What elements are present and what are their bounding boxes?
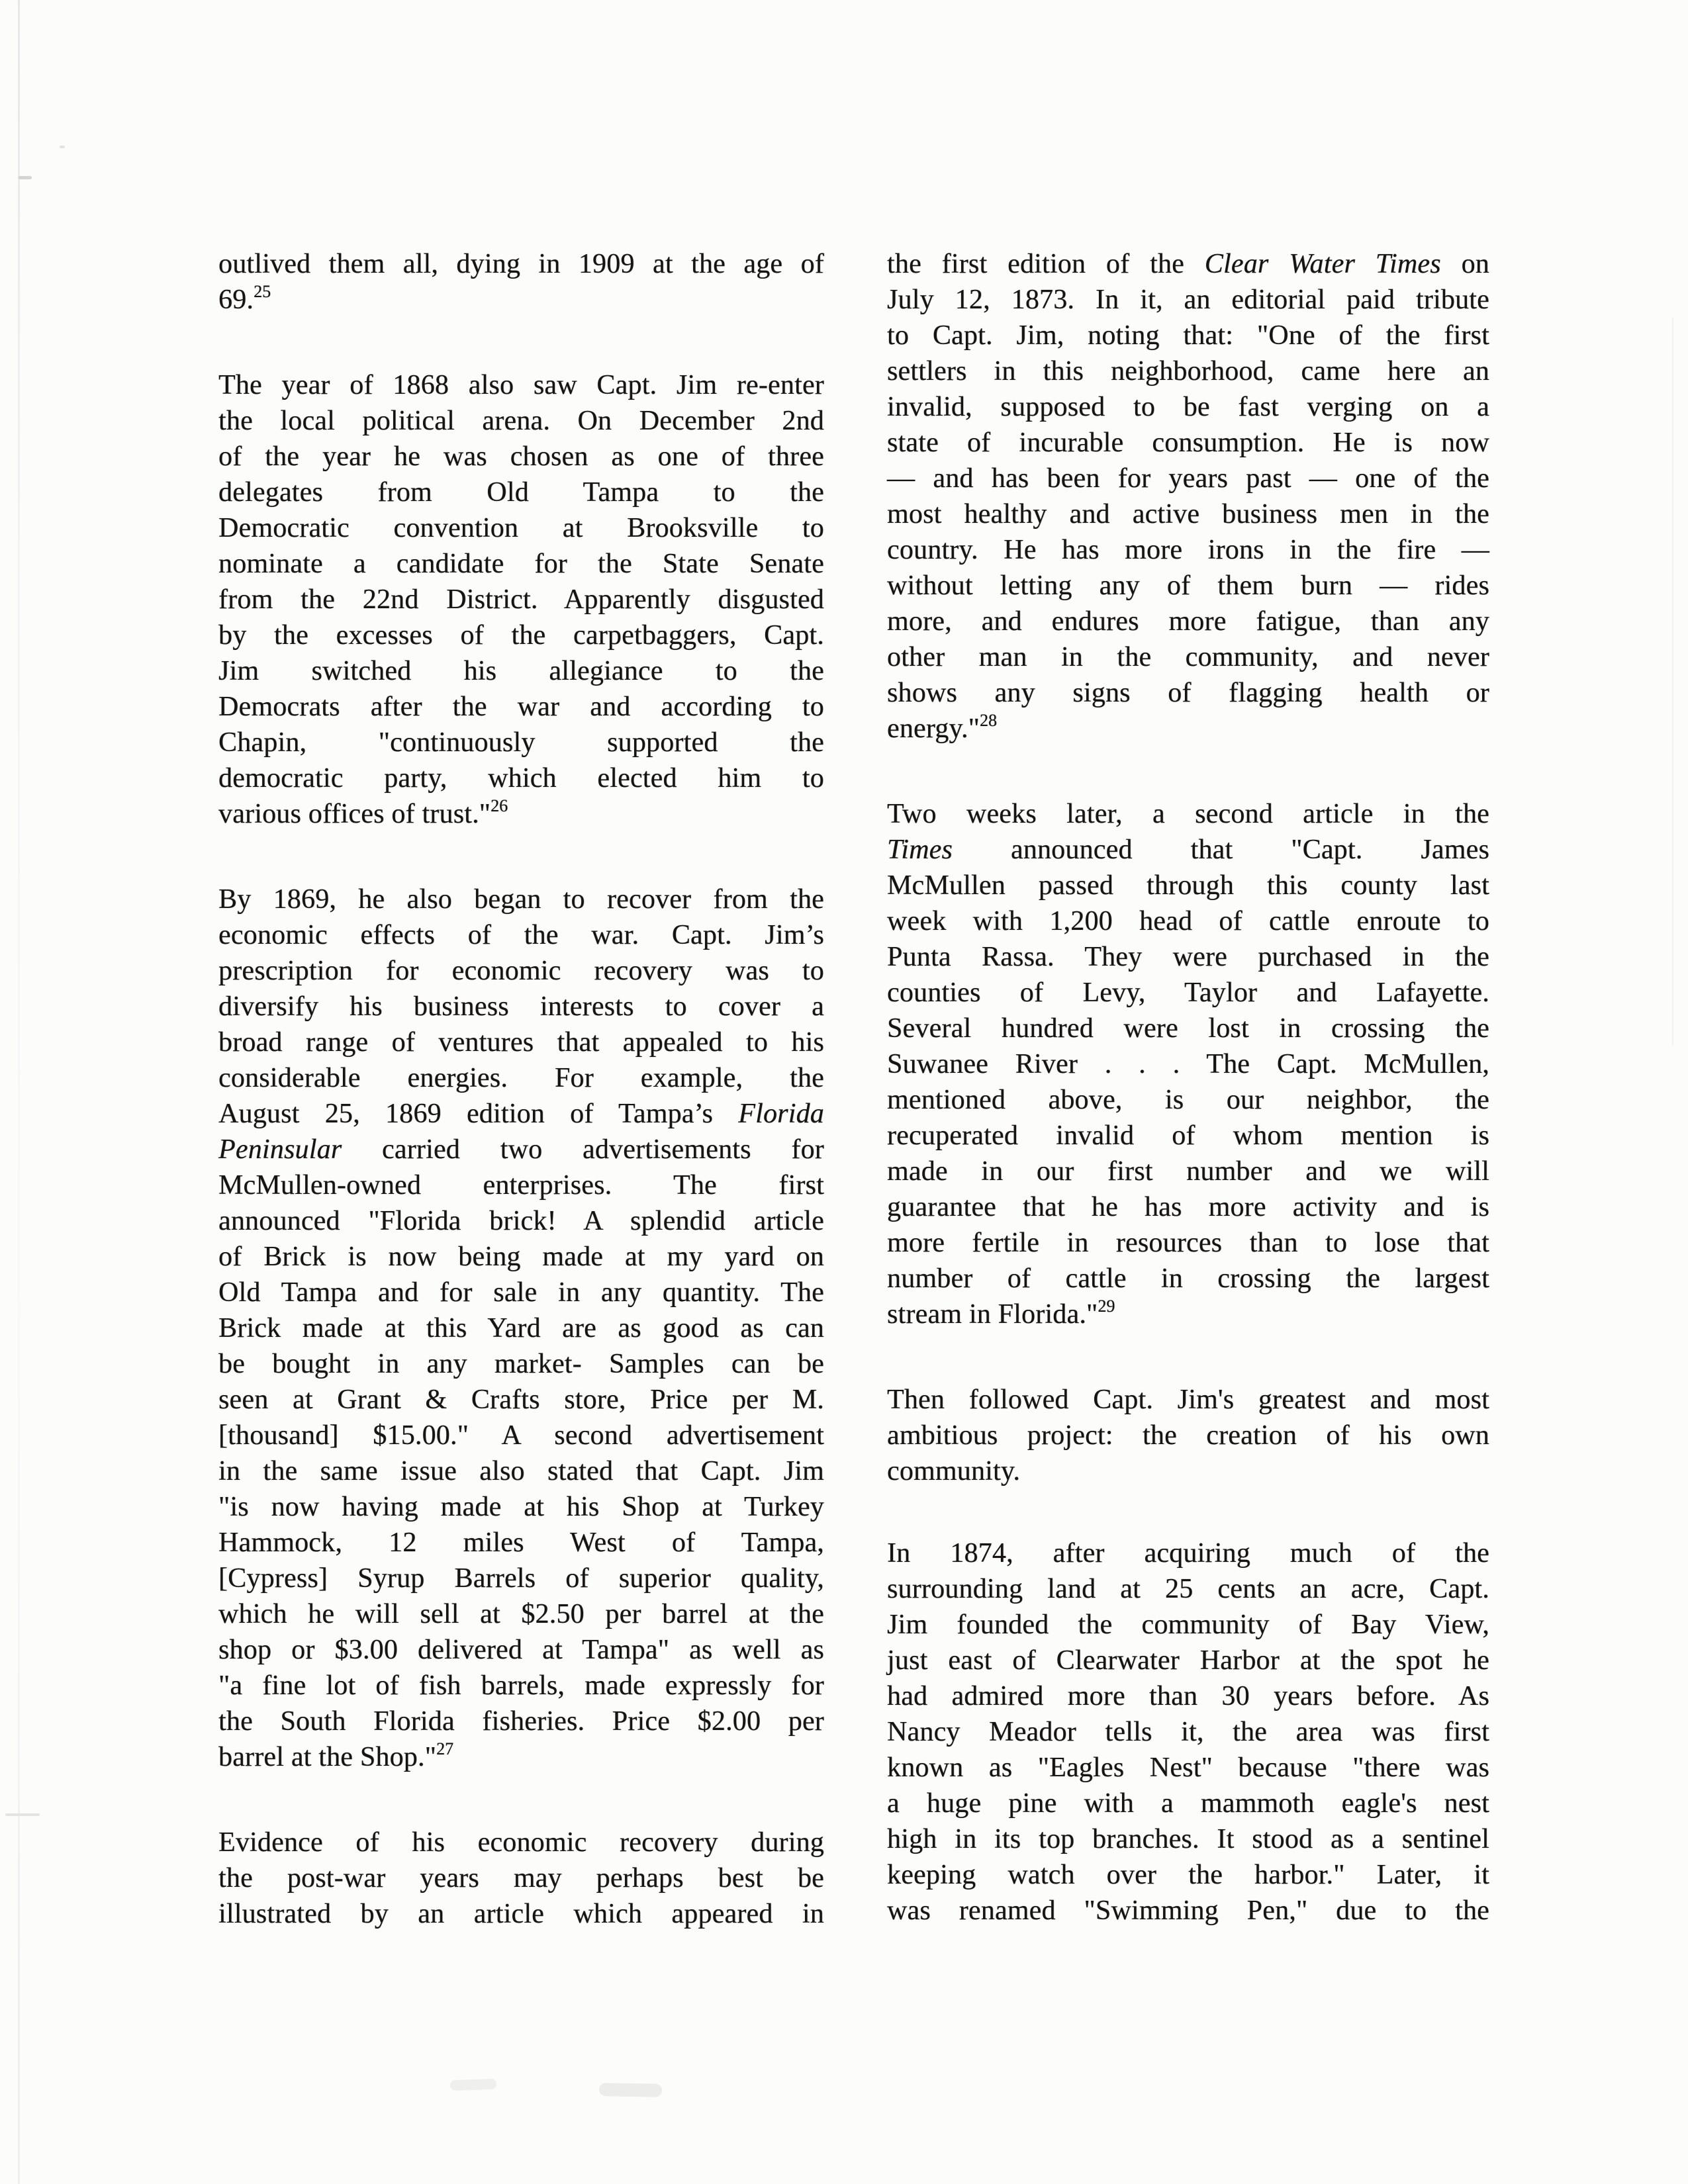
text-segment: most healthy and active business men in the: [887, 499, 1489, 529]
text-line: [218, 1239, 824, 1275]
text-line: [218, 1418, 824, 1453]
text-segment: Jim founded the community of Bay View,: [887, 1610, 1489, 1640]
text-line: [887, 1011, 1489, 1046]
text-segment: diversify his business interests to cover a: [218, 991, 824, 1022]
text-line: [887, 1714, 1489, 1750]
text-line: [218, 439, 824, 475]
text-segment: [Cypress] Syrup Barrels of superior quality,: [218, 1563, 824, 1594]
text-segment: surrounding land at 25 cents an acre, Capt.: [887, 1574, 1489, 1604]
text-line: [887, 1154, 1489, 1189]
scan-artifact-smudge: [599, 2083, 662, 2097]
text-segment: carried two advertisements for: [342, 1134, 824, 1165]
text-segment: McMullen-owned enterprises. The first: [218, 1170, 824, 1201]
text-line: [887, 1418, 1489, 1453]
text-segment: week with 1,200 head of cattle enroute to: [887, 906, 1489, 936]
paragraph: [218, 882, 824, 1778]
text-segment: Democratic convention at Brooksville to: [218, 513, 824, 543]
text-line: [218, 882, 824, 917]
text-line: [887, 1750, 1489, 1786]
text-segment: Punta Rassa. They were purchased in the: [887, 942, 1489, 972]
text-segment: outlived them all, dying in 1909 at the age of: [218, 249, 824, 279]
text-segment: Two weeks later, a second article in the: [887, 799, 1489, 829]
paragraph: [887, 1382, 1489, 1489]
text-line: [887, 1046, 1489, 1082]
text-line: [218, 1860, 824, 1896]
text-line: [218, 367, 824, 403]
text-segment: be bought in any market- Samples can be: [218, 1349, 824, 1379]
text-segment: announced that "Capt. James: [953, 835, 1489, 865]
text-line: [887, 1678, 1489, 1714]
text-line: [887, 604, 1489, 639]
text-line: [887, 1382, 1489, 1418]
italic-publication-title: Florida: [738, 1099, 824, 1129]
text-line: [887, 796, 1489, 832]
text-segment: country. He has more irons in the fire —: [887, 535, 1489, 565]
text-line: [218, 1060, 824, 1096]
text-segment: had admired more than 30 years before. As: [887, 1681, 1489, 1711]
text-segment: settlers in this neighborhood, came here an: [887, 356, 1489, 387]
footnote-ref: 25: [254, 282, 271, 301]
text-segment: seen at Grant & Crafts store, Price per M.: [218, 1385, 824, 1415]
scan-artifact-speck: [60, 146, 65, 148]
text-segment: state of incurable consumption. He is now: [887, 428, 1489, 458]
footnote-ref: 28: [980, 711, 998, 730]
text-line: [218, 1489, 824, 1525]
text-line: [887, 1082, 1489, 1118]
text-segment: [thousand] $15.00." A second advertisement: [218, 1420, 824, 1451]
italic-publication-title: Clear Water Times: [1204, 249, 1441, 279]
text-segment: Democrats after the war and according to: [218, 692, 824, 722]
text-segment: economic effects of the war. Capt. Jim’s: [218, 920, 824, 950]
text-segment: to Capt. Jim, noting that: "One of the first: [887, 320, 1489, 351]
scan-artifact-speck: [19, 176, 32, 179]
text-line: [887, 282, 1489, 318]
text-segment: high in its top branches. It stood as a sentinel: [887, 1824, 1489, 1854]
text-segment: more fertile in resources than to lose that: [887, 1228, 1489, 1258]
text-segment: of Brick is now being made at my yard on: [218, 1242, 824, 1272]
paragraph: [218, 1825, 824, 1932]
text-segment: a huge pine with a mammoth eagle's nest: [887, 1788, 1489, 1819]
text-column-left: [218, 246, 824, 1978]
text-line: [218, 475, 824, 510]
text-line: [887, 1118, 1489, 1154]
text-segment: democratic party, which elected him to: [218, 763, 824, 794]
text-line: [887, 1535, 1489, 1571]
text-line: [218, 1739, 824, 1778]
text-line: [218, 725, 824, 760]
text-line: [218, 989, 824, 1024]
text-line: [218, 1382, 824, 1418]
text-line: [887, 1261, 1489, 1297]
footnote-ref: 27: [436, 1739, 454, 1758]
text-segment: was renamed "Swimming Pen," due to the: [887, 1895, 1489, 1926]
text-line: [887, 1786, 1489, 1821]
text-line: [887, 1571, 1489, 1607]
text-segment: number of cattle in crossing the largest: [887, 1263, 1489, 1294]
text-line: [218, 546, 824, 582]
text-column-right: [887, 246, 1489, 1978]
text-segment: more, and endures more fatigue, than any: [887, 606, 1489, 637]
text-line: [887, 1225, 1489, 1261]
text-line: [218, 1561, 824, 1596]
text-segment: made in our first number and we will: [887, 1156, 1489, 1187]
text-line: [887, 1189, 1489, 1225]
text-segment: prescription for economic recovery was to: [218, 956, 824, 986]
text-line: [887, 975, 1489, 1011]
paragraph: [218, 246, 824, 321]
text-line: [887, 389, 1489, 425]
text-segment: Several hundred were lost in crossing the: [887, 1013, 1489, 1044]
text-line: [887, 532, 1489, 568]
text-line: [218, 1704, 824, 1739]
text-segment: By 1869, he also began to recover from the: [218, 884, 824, 915]
text-line: [887, 1297, 1489, 1336]
text-line: [887, 903, 1489, 939]
text-segment: mentioned above, is our neighbor, the: [887, 1085, 1489, 1115]
text-segment: guarantee that he has more activity and is: [887, 1192, 1489, 1222]
text-line: [887, 1453, 1489, 1489]
text-line: [887, 1607, 1489, 1643]
text-line: [218, 1596, 824, 1632]
text-segment: just east of Clearwater Harbor at the spot he: [887, 1645, 1489, 1676]
text-segment: "a fine lot of fish barrels, made expressly for: [218, 1670, 824, 1701]
text-line: [887, 496, 1489, 532]
text-segment: stream in Florida.": [887, 1299, 1098, 1330]
text-segment: without letting any of them burn — rides: [887, 570, 1489, 601]
text-segment: July 12, 1873. In it, an editorial paid tribute: [887, 285, 1489, 315]
text-segment: from the 22nd District. Apparently disgusted: [218, 584, 824, 615]
text-segment: shop or $3.00 delivered at Tampa" as well as: [218, 1635, 824, 1665]
text-line: [218, 760, 824, 796]
text-segment: by the excesses of the carpetbaggers, Capt.: [218, 620, 824, 651]
scan-artifact-left-edge: [18, 0, 20, 2184]
text-line: [218, 1668, 824, 1704]
text-segment: The year of 1868 also saw Capt. Jim re-enter: [218, 370, 824, 400]
paragraph: [887, 246, 1489, 750]
text-segment: 69.: [218, 285, 254, 315]
text-segment: other man in the community, and never: [887, 642, 1489, 672]
footnote-ref: 26: [491, 796, 508, 815]
text-line: [218, 1896, 824, 1932]
text-segment: illustrated by an article which appeared in: [218, 1899, 824, 1929]
scan-artifact-right-edge: [1672, 318, 1673, 1046]
text-line: [887, 461, 1489, 496]
text-line: [887, 832, 1489, 868]
paragraph: [887, 1535, 1489, 1929]
text-line: [218, 1203, 824, 1239]
text-segment: known as "Eagles Nest" because "there was: [887, 1752, 1489, 1783]
text-line: [218, 1310, 824, 1346]
paragraph: [218, 367, 824, 835]
text-line: [887, 568, 1489, 604]
text-segment: the local political arena. On December 2nd: [218, 406, 824, 436]
text-segment: counties of Levy, Taylor and Lafayette.: [887, 978, 1489, 1008]
text-line: [218, 689, 824, 725]
text-segment: Old Tampa and for sale in any quantity. The: [218, 1277, 824, 1308]
text-segment: delegates from Old Tampa to the: [218, 477, 824, 508]
text-segment: Suwanee River . . . The Capt. McMullen,: [887, 1049, 1489, 1079]
text-segment: the post-war years may perhaps best be: [218, 1863, 824, 1893]
text-segment: the first edition of the: [887, 249, 1205, 279]
text-segment: of the year he was chosen as one of three: [218, 441, 824, 472]
text-line: [218, 246, 824, 282]
text-line: [218, 582, 824, 617]
text-segment: Then followed Capt. Jim's greatest and most: [887, 1385, 1489, 1415]
text-segment: energy.": [887, 713, 980, 744]
text-line: [218, 1525, 824, 1561]
text-segment: In 1874, after acquiring much of the: [887, 1538, 1489, 1569]
text-segment: keeping watch over the harbor." Later, it: [887, 1860, 1489, 1890]
text-segment: invalid, supposed to be fast verging on a: [887, 392, 1489, 422]
text-segment: McMullen passed through this county last: [887, 870, 1489, 901]
text-line: [218, 1275, 824, 1310]
text-line: [218, 1632, 824, 1668]
text-segment: in the same issue also stated that Capt. Jim: [218, 1456, 824, 1486]
text-segment: on: [1440, 249, 1489, 279]
text-segment: Chapin, "continuously supported the: [218, 727, 824, 758]
text-line: [218, 1024, 824, 1060]
text-segment: various offices of trust.": [218, 799, 491, 829]
text-line: [218, 617, 824, 653]
text-line: [887, 1643, 1489, 1678]
text-segment: August 25, 1869 edition of Tampa’s: [218, 1099, 739, 1129]
scan-artifact-smudge: [450, 2079, 497, 2091]
two-column-text-area: [218, 246, 1489, 1978]
text-line: [218, 653, 824, 689]
text-segment: community.: [887, 1456, 1021, 1486]
text-segment: Hammock, 12 miles West of Tampa,: [218, 1527, 824, 1558]
text-line: [887, 939, 1489, 975]
text-segment: recuperated invalid of whom mention is: [887, 1120, 1489, 1151]
text-line: [218, 282, 824, 321]
text-segment: "is now having made at his Shop at Turkey: [218, 1492, 824, 1522]
text-segment: ambitious project: the creation of his own: [887, 1420, 1489, 1451]
text-line: [887, 639, 1489, 675]
text-segment: Evidence of his economic recovery during: [218, 1827, 824, 1858]
text-segment: broad range of ventures that appealed to his: [218, 1027, 824, 1058]
italic-publication-title: Times: [887, 835, 953, 865]
text-segment: Brick made at this Yard are as good as can: [218, 1313, 824, 1343]
text-segment: announced "Florida brick! A splendid article: [218, 1206, 824, 1236]
text-segment: Nancy Meador tells it, the area was first: [887, 1717, 1489, 1747]
text-line: [887, 1857, 1489, 1893]
text-line: [887, 675, 1489, 711]
text-segment: — and has been for years past — one of the: [887, 463, 1489, 494]
footnote-ref: 29: [1098, 1297, 1115, 1316]
text-line: [887, 868, 1489, 903]
text-line: [887, 1893, 1489, 1929]
text-line: [887, 353, 1489, 389]
text-segment: nominate a candidate for the State Senate: [218, 549, 824, 579]
text-line: [218, 1167, 824, 1203]
text-line: [218, 1346, 824, 1382]
text-line: [218, 917, 824, 953]
paragraph: [887, 796, 1489, 1336]
text-line: [218, 796, 824, 835]
text-line: [887, 246, 1489, 282]
text-line: [887, 425, 1489, 461]
scan-artifact-speck: [5, 1813, 40, 1816]
text-segment: considerable energies. For example, the: [218, 1063, 824, 1093]
text-segment: Jim switched his allegiance to the: [218, 656, 824, 686]
text-segment: the South Florida fisheries. Price $2.00 per: [218, 1706, 824, 1737]
text-line: [218, 953, 824, 989]
text-segment: shows any signs of flagging health or: [887, 678, 1489, 708]
text-line: [218, 403, 824, 439]
text-line: [887, 318, 1489, 353]
text-line: [218, 1453, 824, 1489]
text-line: [218, 510, 824, 546]
text-segment: which he will sell at $2.50 per barrel at the: [218, 1599, 824, 1629]
text-line: [218, 1132, 824, 1167]
text-segment: barrel at the Shop.": [218, 1742, 437, 1772]
text-line: [218, 1096, 824, 1132]
italic-publication-title: Peninsular: [218, 1134, 342, 1165]
text-line: [887, 1821, 1489, 1857]
text-line: [887, 711, 1489, 750]
text-line: [218, 1825, 824, 1860]
